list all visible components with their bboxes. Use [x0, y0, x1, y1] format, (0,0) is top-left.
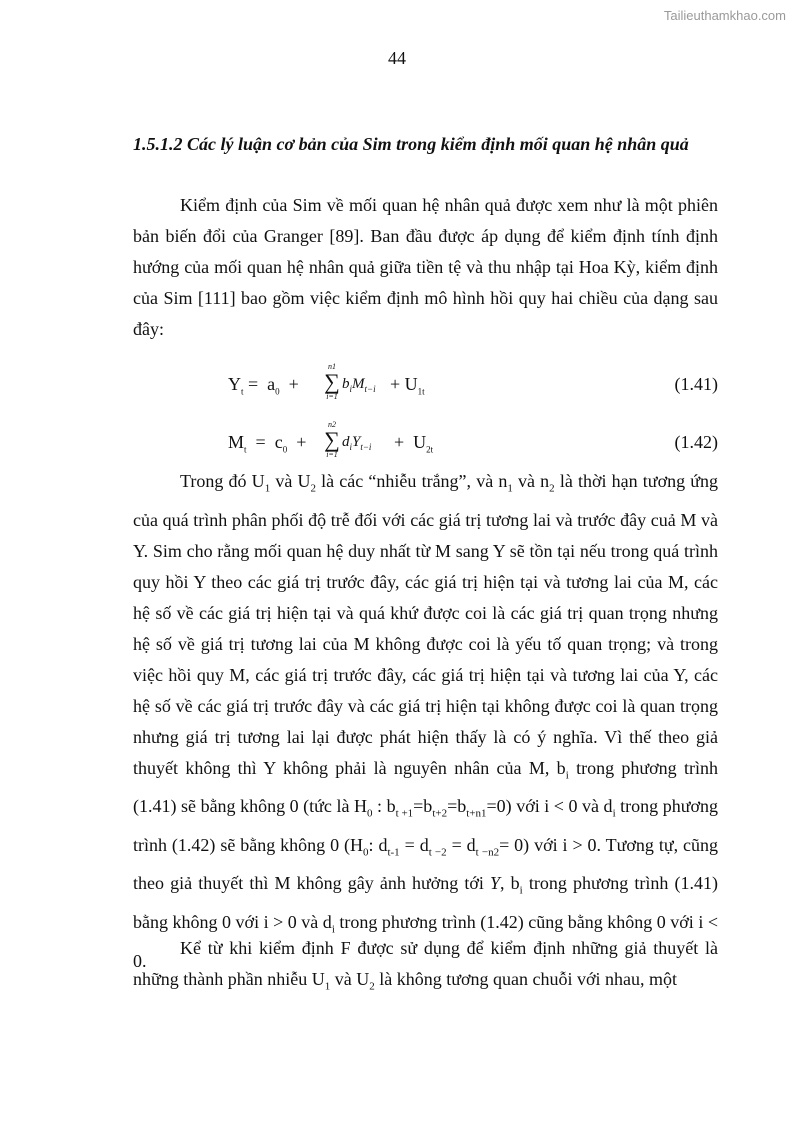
equation-number: (1.41) [674, 374, 718, 394]
page-number: 44 [388, 48, 406, 68]
paragraph-intro-text: Kiểm định của Sim về mối quan hệ nhân quả được xem như là một phiên bản biến đổi của Granger [89]. Ban đầu được áp dụng để kiểm định tính định hướng của mối quan hệ nhân quả giữa tiền tệ và thu nhập tại Hoa Kỳ, kiểm định của Sim [111] bao gồm việc kiểm định mô hình hồi quy hai chiều của dạng sau đây: [133, 195, 718, 339]
equation-term: $b_iM_{t-i}$ [342, 376, 376, 394]
equation-term: $d_iY_{t-i}$ [342, 434, 372, 452]
equation-lhs: $Y_t = a_0$ + [228, 374, 299, 397]
equation-error-term: + $U_{2t}$ [394, 432, 434, 455]
equation-1-41 [228, 362, 718, 406]
paragraph-intro [133, 190, 718, 345]
watermark: Tailieuthamkhao.com [663, 8, 786, 23]
paragraph-explanation: Trong đó $U_1$ và $U_2$ là các “nhiễu trắng”, và $n_1$ và $n_2$ là thời hạn tương ứng của quá trình phân phối độ trễ đối với các giá trị tương lai và trước đây cuả M và Y. Sim cho rằng mối quan hệ duy nhất từ M sang Y sẽ tồn tại nếu trong quá trình quy hồi Y theo các giá trị trước đây, các giá trị hiện tại và tương lai của M, các hệ số về các giá trị hiện tại và quá khứ được coi là các giá trị quan trọng nhưng hệ số về giá trị tương lai của M không được coi là yếu tố quan trọng; và trong việc hồi quy M, các giá trị trước đây, các giá trị hiện tại và tương lai của Y, các hệ số về các giá trị trước đây và các giá trị hiện tại không được coi là quan trọng nhưng giá trị tương lai lại được phát hiện thấy là có ý nghĩa. Vì thế theo giả thuyết không thì Y không phải là nguyên nhân của M, $b_i$ trong phương trình (1.41) sẽ bằng không 0 (tức là $H_0$ : $b_{t +1}=b_{t+2}=b_{t+n1}=0$) với i < 0 và $d_i$ trong phương trình (1.42) sẽ bằng không 0 ($H_0$: $d_{t-1} = d_{t -2} = d_{t -n2}= 0$) với i > 0. Tương tự, cũng theo giả thuyết thì M không gây ảnh hưởng tới Y, $b_i$ trong phương trình (1.41) bằng không 0 với i > 0 và $d_i$ trong phương trình (1.42) cũng bằng không 0 với i < 0. [133, 471, 719, 971]
paragraph-f-test: Kể từ khi kiểm định F được sử dụng để kiểm định những giả thuyết là những thành phần nhiễu $U_1$ và $U_2$ là không tương quan chuỗi với nhau, một [133, 938, 718, 993]
equation-1-42 [228, 420, 718, 464]
section-heading: 1.5.1.2 Các lý luận cơ bản của Sim trong kiểm định mối quan hệ nhân quả [133, 134, 689, 154]
equation-lhs: $M_t = c_0$ + [228, 432, 307, 455]
summation-symbol: n1 ∑ i=1 [324, 362, 340, 401]
equation-error-term: + $U_{1t}$ [390, 374, 425, 397]
summation-symbol: n2 ∑ i=1 [324, 420, 340, 459]
equation-number: (1.42) [674, 432, 718, 452]
